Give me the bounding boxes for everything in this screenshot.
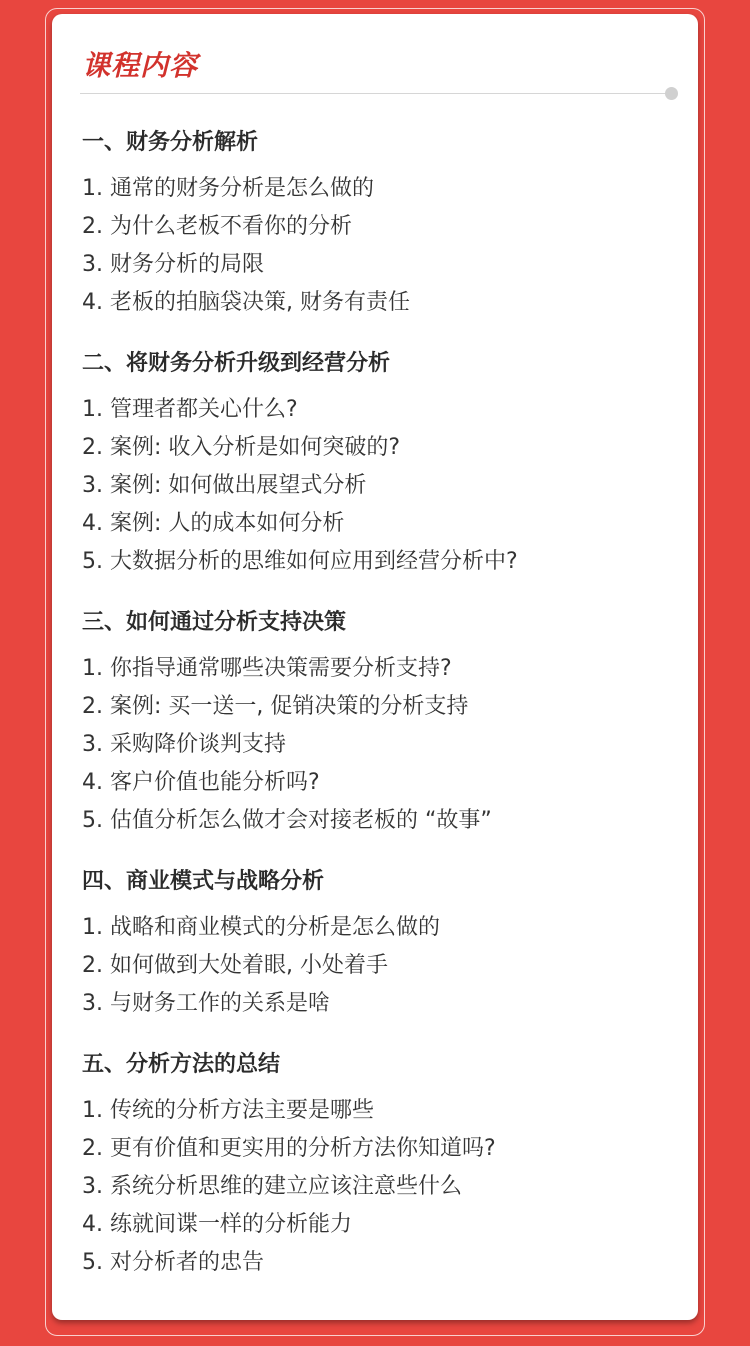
course-section (82, 861, 672, 1023)
title-divider (80, 93, 666, 94)
list-item: 3. 财务分析的局限 (82, 252, 264, 277)
course-sections (82, 122, 672, 1303)
list-item: 1. 你指导通常哪些决策需要分析支持? (82, 656, 452, 681)
list-item: 1. 管理者都关心什么? (82, 397, 298, 422)
list-item: 2. 更有价值和更实用的分析方法你知道吗? (82, 1136, 496, 1161)
list-item: 3. 与财务工作的关系是啥 (82, 991, 330, 1016)
list-item: 5. 大数据分析的思维如何应用到经营分析中? (82, 549, 518, 574)
section-heading: 五、分析方法的总结 (82, 1052, 281, 1077)
list-item: 4. 练就间谍一样的分析能力 (82, 1212, 352, 1237)
section-heading: 一、财务分析解析 (82, 130, 259, 155)
list-item: 1. 传统的分析方法主要是哪些 (82, 1098, 374, 1123)
section-heading: 二、将财务分析升级到经营分析 (82, 351, 391, 376)
course-section (82, 343, 672, 581)
section-item-list (82, 650, 672, 840)
list-item: 4. 客户价值也能分析吗? (82, 770, 320, 795)
list-item: 3. 系统分析思维的建立应该注意些什么 (82, 1174, 462, 1199)
section-item-list (82, 391, 672, 581)
course-section (82, 1044, 672, 1282)
list-item: 2. 案例: 收入分析是如何突破的? (82, 435, 401, 460)
section-item-list (82, 909, 672, 1023)
list-item: 2. 为什么老板不看你的分析 (82, 214, 352, 239)
course-section (82, 122, 672, 322)
list-item: 2. 如何做到大处着眼, 小处着手 (82, 953, 388, 978)
list-item: 3. 采购降价谈判支持 (82, 732, 286, 757)
section-item-list (82, 170, 672, 322)
card-title: 课程内容 (82, 49, 199, 82)
list-item: 4. 老板的拍脑袋决策, 财务有责任 (82, 290, 410, 315)
list-item: 1. 战略和商业模式的分析是怎么做的 (82, 915, 440, 940)
list-item: 4. 案例: 人的成本如何分析 (82, 511, 345, 536)
section-item-list (82, 1092, 672, 1282)
list-item: 2. 案例: 买一送一, 促销决策的分析支持 (82, 694, 469, 719)
section-heading: 三、如何通过分析支持决策 (82, 610, 347, 635)
list-item: 1. 通常的财务分析是怎么做的 (82, 176, 374, 201)
course-content-card (52, 14, 698, 1320)
list-item: 5. 估值分析怎么做才会对接老板的 “故事” (82, 808, 492, 833)
section-heading: 四、商业模式与战略分析 (82, 869, 325, 894)
divider-dot-icon (665, 87, 678, 100)
list-item: 3. 案例: 如何做出展望式分析 (82, 473, 367, 498)
course-section (82, 602, 672, 840)
list-item: 5. 对分析者的忠告 (82, 1250, 264, 1275)
